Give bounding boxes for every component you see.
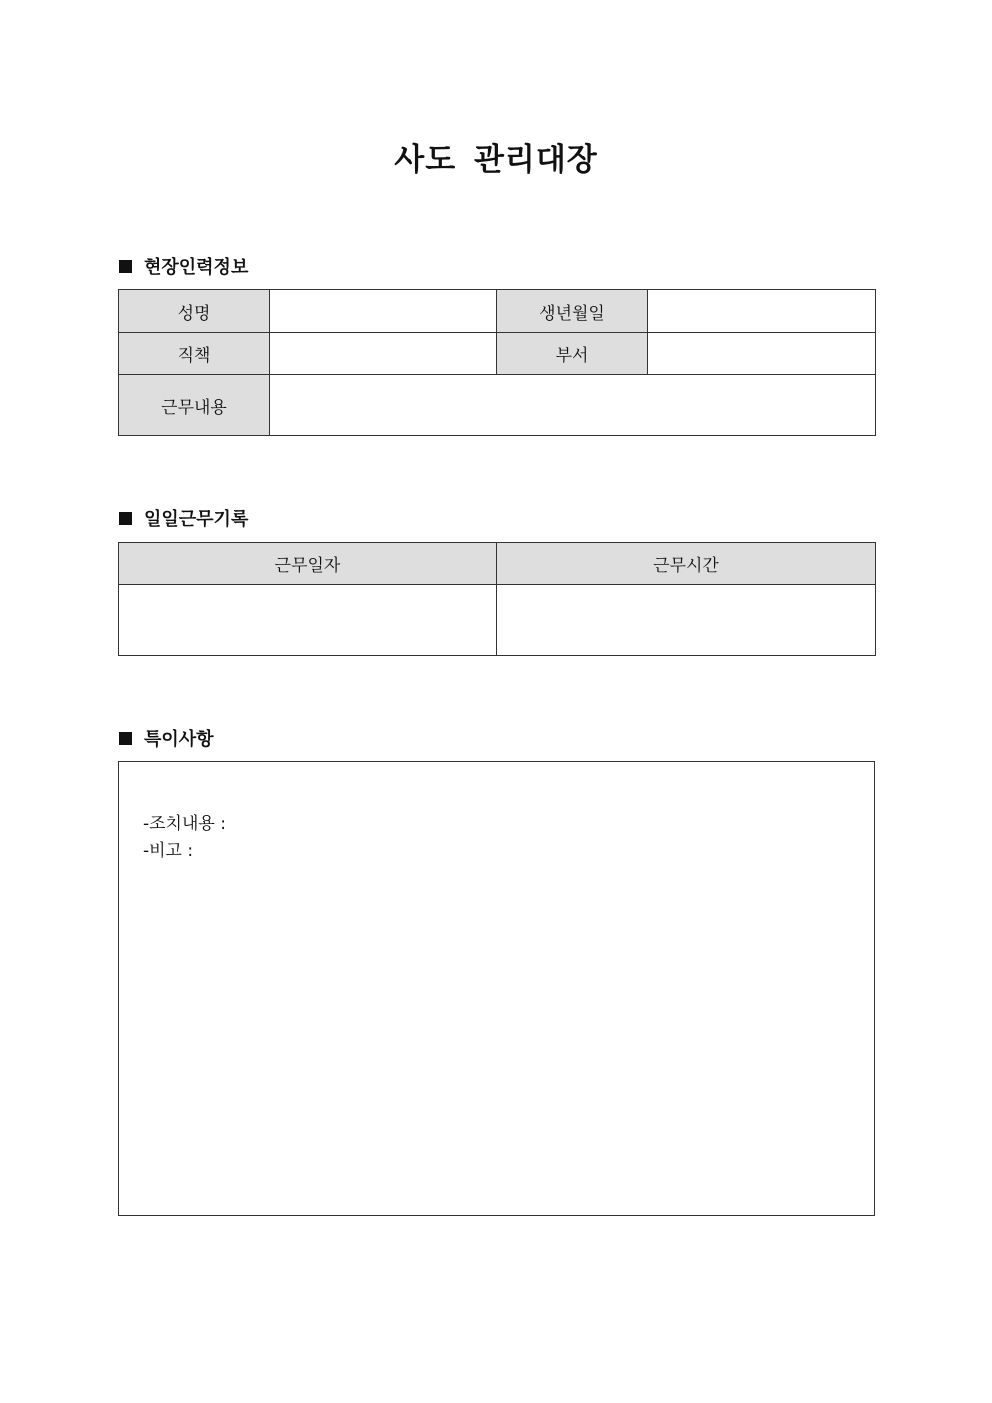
duty-label: 근무내용: [119, 375, 270, 436]
birthdate-field[interactable]: [648, 290, 876, 333]
daily-log-table: [118, 542, 876, 656]
name-field[interactable]: [270, 290, 497, 333]
birthdate-label: 생년월일: [497, 290, 648, 333]
section-heading-personnel: [119, 253, 248, 279]
section-heading-daily-log: [119, 505, 248, 531]
section-heading-notes: [119, 725, 214, 751]
position-field[interactable]: [270, 333, 497, 375]
page-title: 사도 관리대장: [394, 142, 598, 178]
duty-field[interactable]: [270, 375, 876, 436]
department-label: 부서: [497, 333, 648, 375]
work-hours-field[interactable]: [497, 585, 876, 656]
personnel-info-table: [118, 289, 876, 436]
section-heading-personnel-text: 현장인력정보: [144, 257, 249, 278]
name-label: 성명: [119, 290, 270, 333]
work-hours-header: 근무시간: [497, 543, 876, 585]
table-row: [119, 585, 876, 656]
square-bullet-icon: [119, 732, 132, 745]
table-row: [119, 290, 876, 333]
table-header-row: [119, 543, 876, 585]
table-row: [119, 375, 876, 436]
remarks-line: -비고 :: [143, 841, 194, 861]
square-bullet-icon: [119, 260, 132, 273]
work-date-header: 근무일자: [119, 543, 497, 585]
square-bullet-icon: [119, 512, 132, 525]
table-row: [119, 333, 876, 375]
section-heading-daily-log-text: 일일근무기록: [144, 509, 249, 530]
action-details-line: -조치내용 :: [143, 814, 226, 834]
work-date-field[interactable]: [119, 585, 497, 656]
department-field[interactable]: [648, 333, 876, 375]
section-heading-notes-text: 특이사항: [144, 729, 214, 750]
position-label: 직책: [119, 333, 270, 375]
notes-box[interactable]: [118, 761, 875, 1216]
